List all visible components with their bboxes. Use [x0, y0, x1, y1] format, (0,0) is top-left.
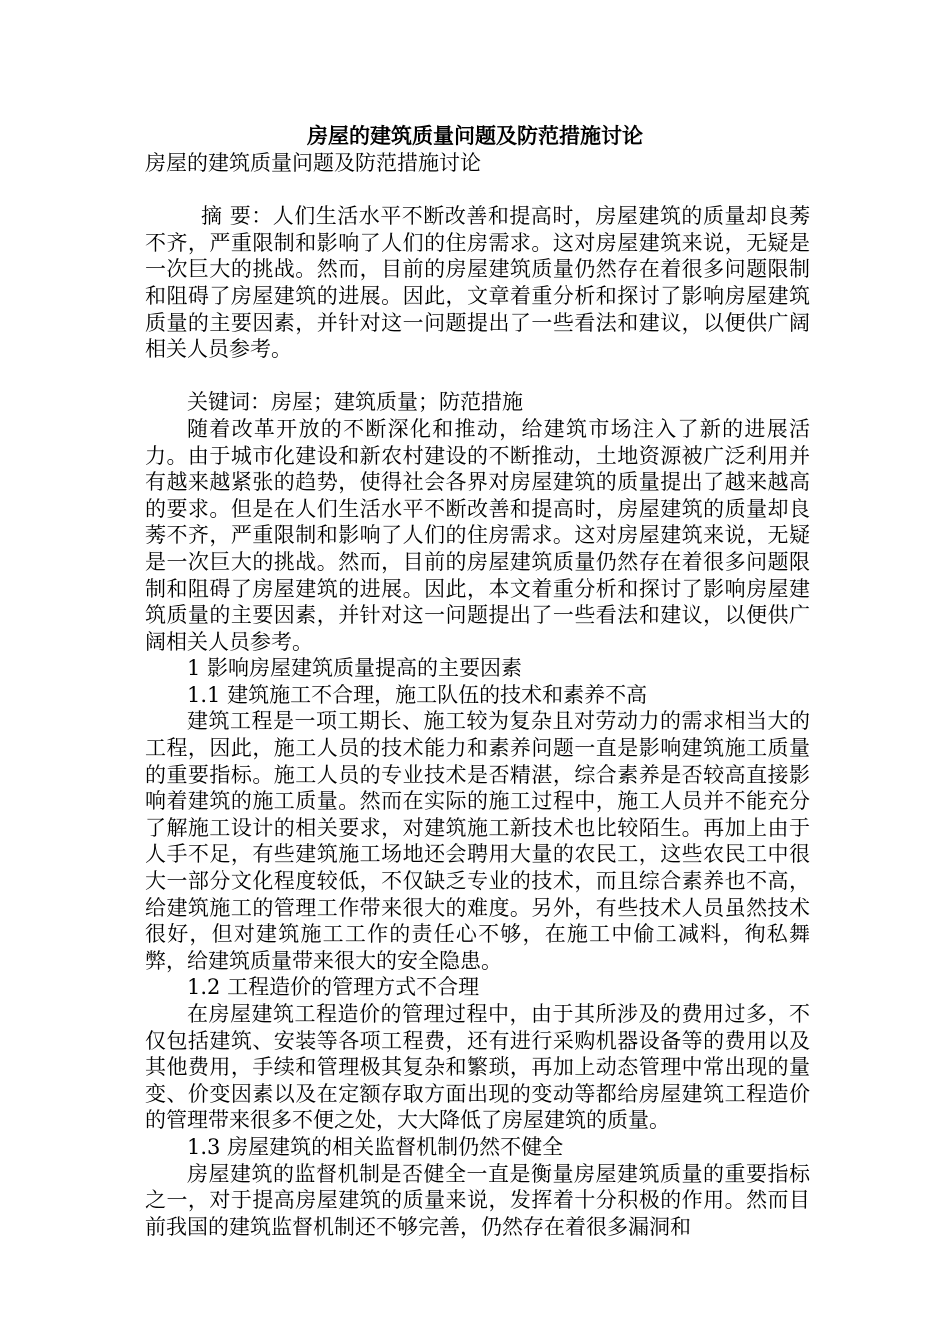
blank-line [145, 363, 810, 390]
intro-paragraph: 随着改革开放的不断深化和推动，给建筑市场注入了新的进展活力。由于城市化建设和新农村建设的不断推动，土地资源被广泛利用并有越来越紧张的趋势，使得社会各界对房屋建筑的质量提出了越来越高的要求。但是在人们生活水平不断改善和提高时，房屋建筑的质量却良莠不齐，严重限制和影响了人们的住房需求。这对房屋建筑来说，无疑是一次巨大的挑战。然而，目前的房屋建筑质量仍然存在着很多问题限制和阻碍了房屋建筑的进展。因此，本文着重分析和探讨了影响房屋建筑质量的主要因素，并针对这一问题提出了一些看法和建议，以便供广阔相关人员参考。 [145, 416, 810, 654]
section-1-2-heading: 1.2 工程造价的管理方式不合理 [187, 975, 480, 1000]
section-1-2-paragraph: 在房屋建筑工程造价的管理过程中，由于其所涉及的费用过多，不仅包括建筑、安装等各项工程费，还有进行采购机器设备等的费用以及其他费用，手续和管理极其复杂和繁琐，再加上动态管理中常出现的量变、价变因素以及在定额存取方面出现的变动等都给房屋建筑工程造价的管理带来很多不便之处，大大降低了房屋建筑的质量。 [145, 1002, 810, 1133]
abstract-paragraph: 摘 要：人们生活水平不断改善和提高时，房屋建筑的质量却良莠不齐，严重限制和影响了人们的住房需求。这对房屋建筑来说，无疑是一次巨大的挑战。然而，目前的房屋建筑质量仍然存在着很多问题限制和阻碍了房屋建筑的进展。因此，文章着重分析和探讨了影响房屋建筑质量的主要因素，并针对这一问题提出了一些看法和建议，以便供广阔相关人员参考。 [145, 204, 810, 362]
document-subtitle: 房屋的建筑质量问题及防范措施讨论 [145, 151, 481, 175]
section-1-1-paragraph: 建筑工程是一项工期长、施工较为复杂且对劳动力的需求相当大的工程，因此，施工人员的技术能力和素养问题一直是影响建筑施工质量的重要指标。施工人员的专业技术是否精湛，综合素养是否较高直接影响着建筑的施工质量。然而在实际的施工过程中，施工人员并不能充分了解施工设计的相关要求，对建筑施工新技术也比较陌生。再加上由于人手不足，有些建筑施工场地还会聘用大量的农民工，这些农民工中很大一部分文化程度较低，不仅缺乏专业的技术，而且综合素养也不高，给建筑施工的管理工作带来很大的难度。另外，有些技术人员虽然技术很好，但对建筑施工工作的责任心不够，在施工中偷工减料，徇私舞弊，给建筑质量带来很大的安全隐患。 [145, 709, 810, 973]
section-1-1-heading: 1.1 建筑施工不合理，施工队伍的技术和素养不高 [187, 682, 648, 707]
section-1-3-heading: 1.3 房屋建筑的相关监督机制仍然不健全 [187, 1134, 564, 1159]
document-body [145, 150, 810, 1240]
document-title: 房屋的建筑质量问题及防范措施讨论 [307, 123, 643, 148]
section-1-3-paragraph: 房屋建筑的监督机制是否健全一直是衡量房屋建筑质量的重要指标之一，对于提高房屋建筑的质量来说，发挥着十分积极的作用。然而目前我国的建筑监督机制还不够完善，仍然存在着很多漏洞和 [145, 1161, 810, 1239]
blank-line [145, 177, 810, 204]
keywords-line: 关键词：房屋；建筑质量；防范措施 [187, 390, 523, 415]
section-1-heading: 1 影响房屋建筑质量提高的主要因素 [187, 656, 523, 681]
